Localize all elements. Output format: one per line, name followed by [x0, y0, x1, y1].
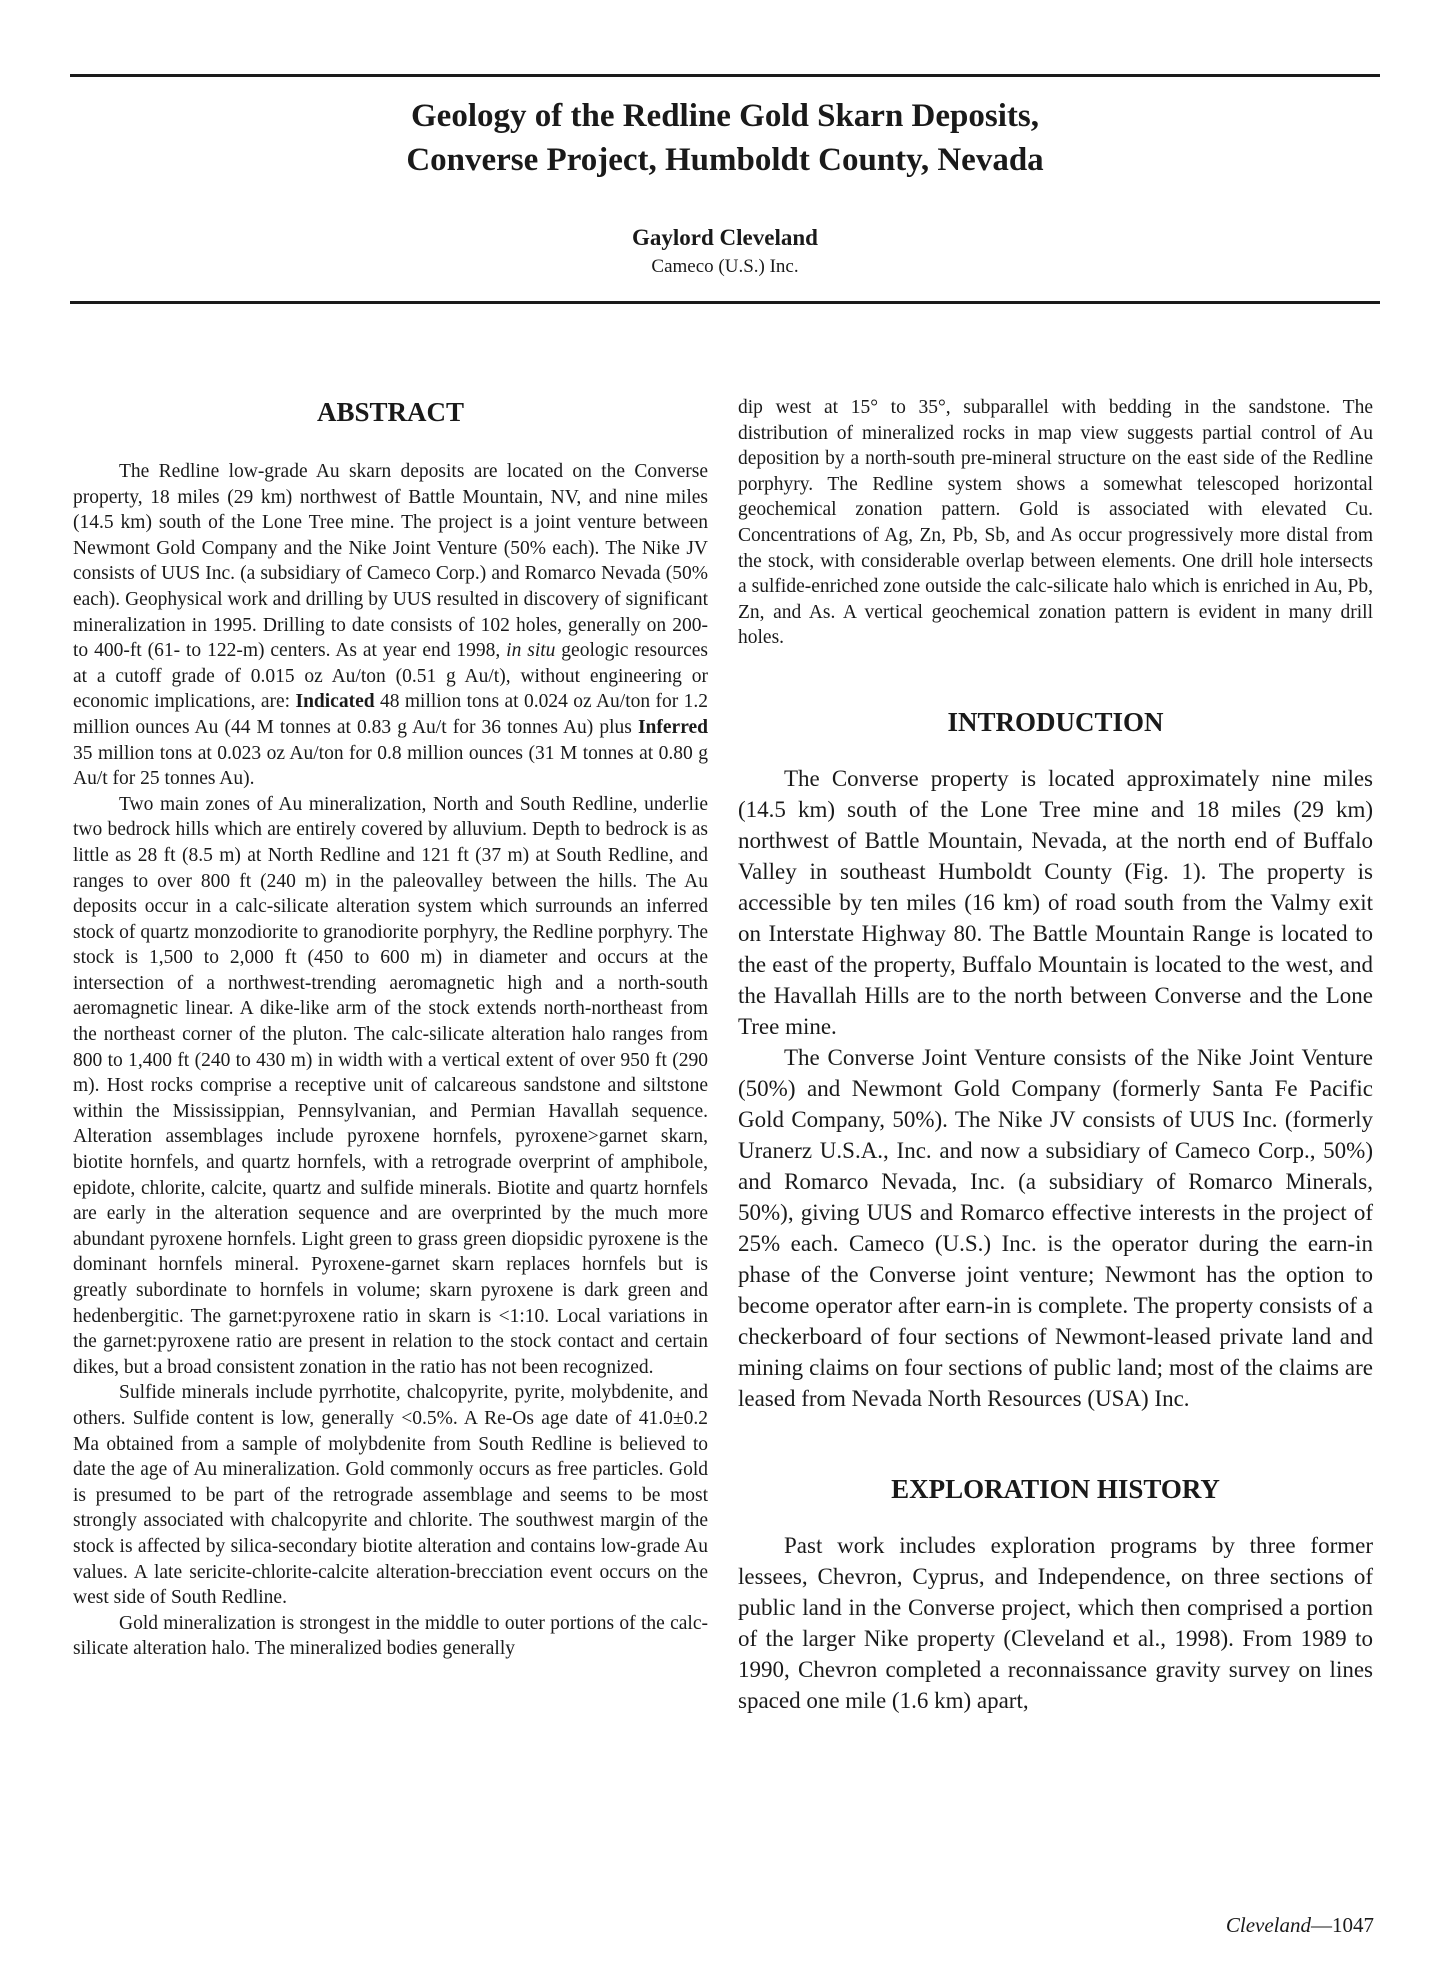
abstract-paragraph-4: Gold mineralization is strongest in the middle to outer portions of the calc-silicate alteration halo. The mineralized bodies generally — [73, 1612, 708, 1660]
exploration-history-heading: EXPLORATION HISTORY — [891, 1473, 1220, 1504]
abstract-paragraph-2: Two main zones of Au mineralization, North and South Redline, underlie two bedrock hills which are entirely covered by alluvium. Depth to bedrock is as little as 28 ft (8.5 m) at North Redline and 121 ft (37 m) at South Redline, and ranges to over 800 ft (240 m) in the paleovalley between the hills. The Au deposits occur in a calc-silicate alteration system which surrounds an inferred stock of quartz monzodiorite to granodiorite porphyry, the Redline porphyry. The stock is 1,500 to 2,000 ft (450 to 600 m) in diameter and occurs at the intersection of a northwest-trending aeromagnetic high and a north-south aeromagnetic linear. A dike-like arm of the stock extends north-northeast from the northeast corner of the pluton. The calc-silicate alteration halo ranges from 800 to 1,400 ft (240 to 430 m) in width with a vertical extent of over 950 ft (290 m). Host rocks comprise a receptive unit of calcareous sandstone and siltstone within the Mississippian, Pennsylvanian, and Permian Havallah sequence. Alteration assemblages include pyroxene hornfels, pyroxene>garnet skarn, biotite hornfels, and quartz hornfels, with a retrograde overprint of amphibole, epidote, chlorite, calcite, quartz and sulfide minerals. Biotite and quartz hornfels are early in the alteration sequence and are overprinted by the much more abundant pyroxene hornfels. Light green to grass green diopsidic pyroxene is the dominant hornfels mineral. Pyroxene-garnet skarn replaces hornfels but is greatly subordinate to hornfels in volume; skarn pyroxene is dark green and hedenbergitic. The garnet:pyroxene ratio in skarn is <1:10. Local variations in the garnet:pyroxene ratio are present in relation to the stock contact and certain dikes, but a broad consistent zonation in the ratio has not been recognized. — [73, 793, 708, 1378]
title-line-1: Geology of the Redline Gold Skarn Deposits, — [411, 98, 1039, 134]
inferred-bold: Inferred — [637, 716, 708, 738]
abstract-paragraph-3: Sulfide minerals include pyrrhotite, chalcopyrite, pyrite, molybdenite, and others. Sulfide content is low, generally <0.5%. A Re-Os age date of 41.0±0.2 Ma obtained from a sample of molybdenite from South Redline is believed to date the age of Au mineralization. Gold commonly occurs as free particles. Gold is presumed to be part of the retrograde assemblage and seems to be most strongly associated with chalcopyrite and chlorite. The southwest margin of the stock is affected by silica-secondary biotite alteration and contains low-grade Au values. A late sericite-chlorite-calcite alteration-brecciation event occurs on the west side of South Redline. — [73, 1382, 708, 1609]
introduction-paragraph-2: The Converse Joint Venture consists of the Nike Joint Venture (50%) and Newmont Gold Company (formerly Santa Fe Pacific Gold Company, 50%). The Nike JV consists of UUS Inc. (formerly Uranerz U.S.A., Inc. and now a subsidiary of Cameco Corp., 50%) and Romarco Nevada, Inc. (a subsidiary of Romarco Minerals, 50%), giving UUS and Romarco effective interests in the project of 25% each. Cameco (U.S.) Inc. is the operator during the earn-in phase of the Converse joint venture; Newmont has the option to become operator after earn-in is complete. The property consists of a checkerboard of four sections of Newmont-leased private land and mining claims on four sections of public land; most of the claims are leased from Nevada North Resources (USA) Inc. — [738, 1044, 1373, 1411]
introduction-heading: INTRODUCTION — [947, 706, 1164, 737]
in-situ-italic: in situ — [506, 640, 556, 662]
abstract-paragraph-4-continued: dip west at 15° to 35°, subparallel with bedding in the sandstone. The distribution of mineralized rocks in map view suggests partial control of Au deposition by a north-south pre-mineral structure on the east side of the Redline porphyry. The Redline system shows a somewhat telescoped horizontal geochemical zonation pattern. Gold is associated with elevated Cu. Concentrations of Ag, Zn, Pb, Sb, and As occur progressively more distal from the stock, with considerable overlap between elements. One drill hole intersects a sulfide-enriched zone outside the calc-silicate halo which is enriched in Au, Pb, Zn, and As. A vertical geochemical zonation pattern is evident in many drill holes. — [738, 397, 1373, 649]
title-line-2: Converse Project, Humboldt County, Nevada — [406, 142, 1044, 178]
paper-title — [70, 94, 1380, 182]
author-name: Gaylord Cleveland — [632, 225, 818, 250]
footer-author: Cleveland — [1225, 1913, 1311, 1937]
page-footer — [1226, 1912, 1374, 1938]
top-rule — [70, 74, 1380, 77]
right-column — [738, 395, 1373, 1716]
abstract-paragraph-1: The Redline low-grade Au skarn deposits are located on the Converse property, 18 miles (29 km) northwest of Battle Mountain, NV, and nine miles (14.5 km) south of the Lone Tree mine. The project is a joint venture between Newmont Gold Company and the Nike Joint Venture (50% each). The Nike JV consists of UUS Inc. (a subsidiary of Cameco Corp.) and Romarco Nevada (50% each). Geophysical work and drilling by UUS resulted in discovery of significant mineralization in 1995. Drilling to date consists of 102 holes, generally on 200- to 400-ft (61- to 122-m) centers. As at year end 1998, in situ geologic resources at a cutoff grade of 0.015 oz Au/ton (0.51 g Au/t), without engineering or economic implications, are: Indicated 48 million tons at 0.024 oz Au/ton for 1.2 million ounces Au (44 M tonnes at 0.83 g Au/t for 36 tonnes Au) plus Inferred 35 million tons at 0.023 oz Au/ton for 0.8 million ounces (31 M tonnes at 0.80 g Au/t for 25 tonnes Au). — [73, 461, 708, 790]
introduction-paragraph-1: The Converse property is located approximately nine miles (14.5 km) south of the Lone Tree mine and 18 miles (29 km) northwest of Battle Mountain, Nevada, at the north end of Buffalo Valley in southeast Humboldt County (Fig. 1). The property is accessible by ten miles (16 km) of road south from the Valmy exit on Interstate Highway 80. The Battle Mountain Range is located to the east of the property, Buffalo Mountain is located to the west, and the Havallah Hills are to the north between Converse and the Lone Tree mine. — [738, 765, 1373, 1039]
author-affiliation: Cameco (U.S.) Inc. — [651, 256, 799, 277]
header-bottom-rule — [70, 301, 1380, 304]
abstract-heading: ABSTRACT — [316, 397, 465, 427]
left-column — [73, 395, 708, 1662]
page-number: 1047 — [1332, 1913, 1374, 1937]
exploration-history-paragraph-1: Past work includes exploration programs by three former lessees, Chevron, Cyprus, and Independence, on three sections of public land in the Converse project, which then comprised a portion of the larger Nike property (Cleveland et al., 1998). From 1989 to 1990, Chevron completed a reconnaissance gravity survey on lines spaced one mile (1.6 km) apart, — [738, 1532, 1373, 1713]
footer-separator: — — [1311, 1913, 1332, 1937]
indicated-bold: Indicated — [295, 691, 375, 713]
